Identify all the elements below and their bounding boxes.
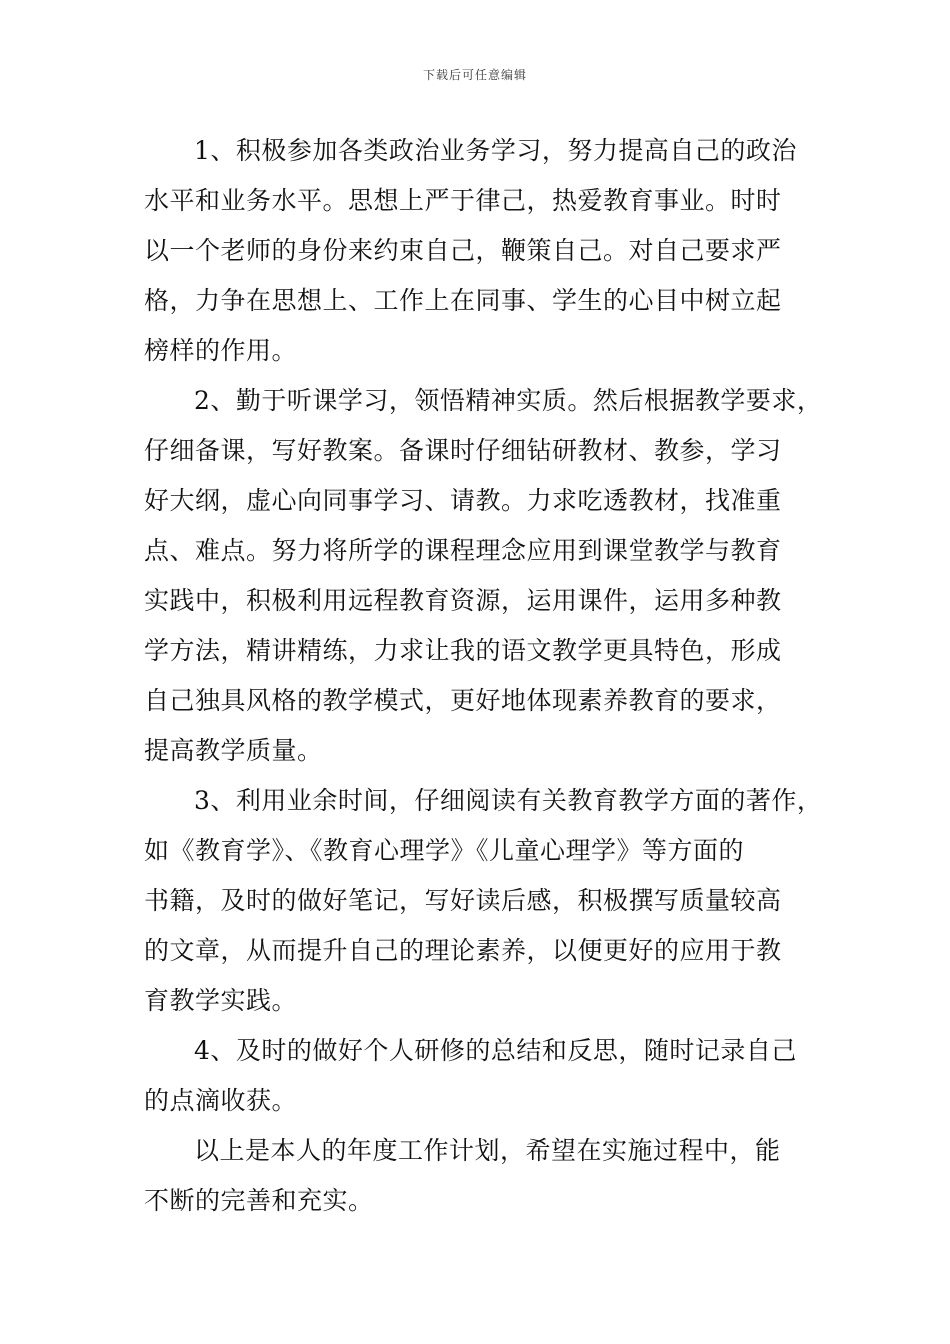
text-line: 如《教育学》、《教育心理学》《儿童心理学》等方面的 — [144, 836, 745, 865]
text-line: 实践中，积极利用远程教育资源，运用课件，运用多种教 — [144, 586, 782, 615]
text-line: 不断的完善和充实。 — [144, 1186, 374, 1215]
text-line: 学方法，精讲精练，力求让我的语文教学更具特色，形成 — [144, 636, 782, 665]
text-line: 榜样的作用。 — [144, 336, 298, 365]
text-line: 好大纲，虚心向同事学习、请教。力求吃透教材，找准重 — [144, 486, 782, 515]
text-line: 的点滴收获。 — [144, 1086, 298, 1115]
text-line: 点、难点。努力将所学的课程理念应用到课堂教学与教育 — [144, 536, 782, 565]
text-line: 以一个老师的身份来约束自己，鞭策自己。对自己要求严 — [144, 236, 782, 265]
paragraph-3 — [144, 776, 823, 1026]
paragraph-4 — [144, 1026, 808, 1126]
text-line: 育教学实践。 — [144, 986, 298, 1015]
text-line: 仔细备课，写好教案。备课时仔细钻研教材、教参，学习 — [144, 436, 782, 465]
text-line: 自己独具风格的教学模式，更好地体现素养教育的要求， — [144, 686, 782, 715]
paragraph-5 — [144, 1126, 808, 1226]
document-body — [144, 126, 823, 1226]
paragraph-2 — [144, 376, 823, 776]
text-line: 提高教学质量。 — [144, 736, 323, 765]
text-line: 以上是本人的年度工作计划，希望在实施过程中，能 — [194, 1136, 781, 1165]
text-line: 4、及时的做好个人研修的总结和反思，随时记录自己 — [194, 1036, 797, 1065]
header-note: 下载后可任意编辑 — [422, 68, 527, 82]
text-line: 1、积极参加各类政治业务学习，努力提高自己的政治 — [194, 136, 797, 165]
text-line: 水平和业务水平。思想上严于律己，热爱教育事业。时时 — [144, 186, 782, 215]
text-line: 2、勤于听课学习，领悟精神实质。然后根据教学要求， — [194, 386, 823, 415]
text-line: 格，力争在思想上、工作上在同事、学生的心目中树立起 — [144, 286, 782, 315]
text-line: 书籍，及时的做好笔记，写好读后感，积极撰写质量较高 — [144, 886, 782, 915]
text-line: 3、利用业余时间，仔细阅读有关教育教学方面的著作， — [194, 786, 823, 815]
paragraph-1 — [144, 126, 808, 376]
text-line: 的文章，从而提升自己的理论素养，以便更好的应用于教 — [144, 936, 782, 965]
